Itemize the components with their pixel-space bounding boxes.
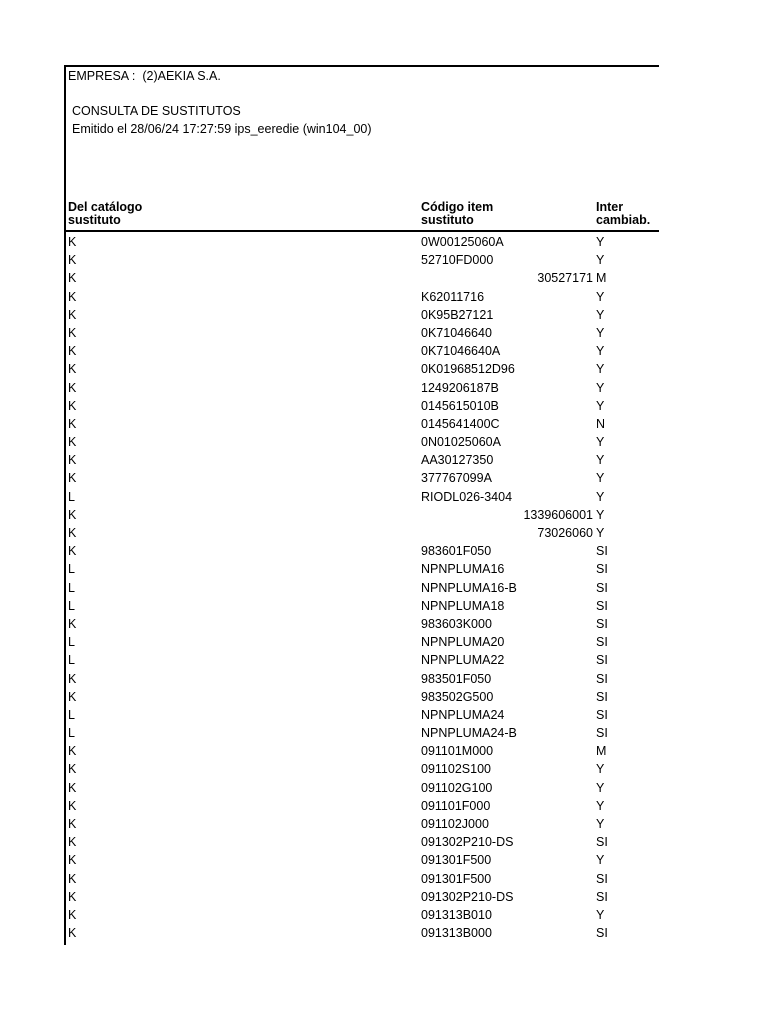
interchangeable-cell: Y bbox=[596, 798, 605, 813]
table-row bbox=[66, 306, 659, 324]
catalog-cell: K bbox=[68, 526, 77, 540]
interchangeable-cell: Y bbox=[596, 526, 605, 540]
table-row bbox=[66, 888, 659, 906]
item-code-cell: 1249206187B bbox=[421, 380, 499, 395]
catalog-cell: L bbox=[68, 653, 75, 668]
table-row bbox=[66, 760, 659, 778]
catalog-cell: K bbox=[68, 380, 77, 395]
item-code-cell: 377767099A bbox=[421, 471, 492, 486]
catalog-cell: L bbox=[68, 726, 75, 741]
catalog-cell: K bbox=[68, 762, 77, 777]
table-row bbox=[66, 670, 659, 688]
interchangeable-cell: SI bbox=[596, 689, 608, 704]
issued-info: Emitido el 28/06/24 17:27:59 ips_eeredie (win104_00) bbox=[72, 122, 372, 136]
item-code-cell: 091102S100 bbox=[421, 762, 491, 777]
table-row bbox=[66, 560, 659, 578]
catalog-cell: K bbox=[68, 926, 77, 941]
item-code-cell: 983501F050 bbox=[421, 671, 492, 686]
item-code-cell: NPNPLUMA16 bbox=[421, 562, 505, 577]
table-row bbox=[66, 924, 659, 942]
catalog-cell: K bbox=[68, 471, 77, 486]
interchangeable-cell: SI bbox=[596, 926, 608, 941]
interchangeable-cell: Y bbox=[596, 817, 605, 831]
table-row bbox=[66, 797, 659, 815]
item-code-cell: NPNPLUMA16-B bbox=[421, 580, 517, 595]
table-row bbox=[66, 870, 659, 888]
table-row bbox=[66, 251, 659, 269]
item-code-cell: 091301F500 bbox=[421, 871, 492, 886]
interchangeable-cell: Y bbox=[596, 853, 605, 868]
item-code-cell: 0K71046640 bbox=[421, 325, 492, 340]
catalog-cell: K bbox=[68, 235, 77, 249]
item-code-cell: 091302P210-DS bbox=[421, 835, 514, 850]
interchangeable-cell: Y bbox=[596, 471, 605, 486]
interchangeable-cell: Y bbox=[596, 235, 605, 249]
catalog-cell: L bbox=[68, 598, 75, 613]
catalog-cell: K bbox=[68, 253, 77, 268]
table-row bbox=[66, 524, 659, 542]
table-row bbox=[66, 415, 659, 433]
table-row bbox=[66, 597, 659, 615]
catalog-cell: K bbox=[68, 853, 77, 868]
item-code-cell: NPNPLUMA24 bbox=[421, 707, 505, 722]
catalog-cell: K bbox=[68, 453, 77, 468]
table-row bbox=[66, 724, 659, 742]
catalog-cell: K bbox=[68, 689, 77, 704]
item-code-cell: 983601F050 bbox=[421, 544, 492, 559]
item-code-cell: 983502G500 bbox=[421, 689, 494, 704]
interchangeable-cell: SI bbox=[596, 544, 608, 559]
table-row bbox=[66, 433, 659, 451]
table-row bbox=[66, 815, 659, 833]
interchangeable-cell: M bbox=[596, 744, 607, 759]
item-code-cell: 091102G100 bbox=[421, 780, 493, 795]
table-row bbox=[66, 488, 659, 506]
item-code-cell: K62011716 bbox=[421, 289, 485, 304]
interchangeable-cell: Y bbox=[596, 344, 605, 359]
column-header-item-code bbox=[421, 201, 493, 227]
catalog-cell: K bbox=[68, 817, 77, 831]
item-code-cell: 091102J000 bbox=[421, 817, 489, 831]
report-title: CONSULTA DE SUSTITUTOS bbox=[72, 104, 241, 118]
column-header-item-code-line2: sustituto bbox=[421, 213, 474, 227]
interchangeable-cell: SI bbox=[596, 835, 608, 850]
catalog-cell: K bbox=[68, 325, 77, 340]
interchangeable-cell: SI bbox=[596, 889, 608, 904]
catalog-cell: L bbox=[68, 635, 75, 650]
item-code-cell: 30527171 bbox=[537, 271, 593, 286]
interchangeable-cell: Y bbox=[596, 507, 605, 522]
item-code-cell: 0K01968512D96 bbox=[421, 362, 515, 377]
table-row bbox=[66, 324, 659, 342]
item-code-cell: 0W00125060A bbox=[421, 235, 504, 249]
catalog-cell: K bbox=[68, 416, 77, 431]
catalog-cell: L bbox=[68, 562, 75, 577]
catalog-cell: K bbox=[68, 780, 77, 795]
interchangeable-cell: Y bbox=[596, 380, 605, 395]
interchangeable-cell: Y bbox=[596, 435, 605, 450]
table-row bbox=[66, 833, 659, 851]
item-code-cell: NPNPLUMA22 bbox=[421, 653, 505, 668]
interchangeable-cell: Y bbox=[596, 453, 605, 468]
item-code-cell: 091302P210-DS bbox=[421, 889, 514, 904]
table-row bbox=[66, 233, 659, 251]
table-row bbox=[66, 615, 659, 633]
catalog-cell: K bbox=[68, 362, 77, 377]
catalog-cell: K bbox=[68, 507, 77, 522]
item-code-cell: RIODL026-3404 bbox=[421, 489, 513, 504]
interchangeable-cell: Y bbox=[596, 307, 605, 322]
table-row bbox=[66, 851, 659, 869]
catalog-cell: K bbox=[68, 871, 77, 886]
catalog-cell: K bbox=[68, 798, 77, 813]
interchangeable-cell: SI bbox=[596, 707, 608, 722]
report-sheet bbox=[64, 65, 659, 945]
interchangeable-cell: Y bbox=[596, 362, 605, 377]
interchangeable-cell: Y bbox=[596, 780, 605, 795]
column-header-interchangeable-line1: Inter bbox=[596, 200, 624, 214]
column-header-interchangeable-line2: cambiab. bbox=[596, 213, 651, 227]
catalog-cell: K bbox=[68, 398, 77, 413]
table-row bbox=[66, 906, 659, 924]
company-label: EMPRESA : (2)AEKIA S.A. bbox=[68, 69, 221, 83]
catalog-cell: K bbox=[68, 671, 77, 686]
table-row bbox=[66, 451, 659, 469]
item-code-cell: 73026060 bbox=[537, 526, 593, 540]
item-code-cell: 091101M000 bbox=[421, 744, 494, 759]
table-row bbox=[66, 342, 659, 360]
column-header-catalog-line2: sustituto bbox=[68, 213, 121, 227]
interchangeable-cell: Y bbox=[596, 398, 605, 413]
item-code-cell: 52710FD000 bbox=[421, 253, 494, 268]
column-header-catalog-line1: Del catálogo bbox=[68, 200, 143, 214]
item-code-cell: AA30127350 bbox=[421, 453, 494, 468]
table-row bbox=[66, 397, 659, 415]
column-header-interchangeable bbox=[596, 201, 650, 227]
interchangeable-cell: Y bbox=[596, 907, 605, 922]
table-row bbox=[66, 688, 659, 706]
catalog-cell: K bbox=[68, 435, 77, 450]
catalog-cell: K bbox=[68, 889, 77, 904]
interchangeable-cell: Y bbox=[596, 762, 605, 777]
item-code-cell: 0K71046640A bbox=[421, 344, 501, 359]
item-code-cell: 091313B010 bbox=[421, 907, 492, 922]
catalog-cell: K bbox=[68, 744, 77, 759]
table-row bbox=[66, 469, 659, 487]
item-code-cell: NPNPLUMA24-B bbox=[421, 726, 517, 741]
item-code-cell: 0145641400C bbox=[421, 416, 500, 431]
column-header-catalog bbox=[68, 201, 142, 227]
interchangeable-cell: SI bbox=[596, 653, 608, 668]
header-divider bbox=[66, 230, 659, 232]
item-code-cell: 091301F500 bbox=[421, 853, 492, 868]
table-row bbox=[66, 506, 659, 524]
interchangeable-cell: M bbox=[596, 271, 607, 286]
item-code-cell: NPNPLUMA20 bbox=[421, 635, 505, 650]
table-row bbox=[66, 288, 659, 306]
interchangeable-cell: SI bbox=[596, 635, 608, 650]
item-code-cell: 1339606001 bbox=[523, 507, 593, 522]
column-header-item-code-line1: Código item bbox=[421, 200, 494, 214]
substitutes-table bbox=[66, 233, 659, 942]
interchangeable-cell: SI bbox=[596, 562, 608, 577]
catalog-cell: K bbox=[68, 271, 77, 286]
interchangeable-cell: SI bbox=[596, 616, 608, 631]
catalog-cell: K bbox=[68, 544, 77, 559]
table-row bbox=[66, 269, 659, 287]
table-row bbox=[66, 542, 659, 560]
catalog-cell: K bbox=[68, 344, 77, 359]
catalog-cell: L bbox=[68, 489, 75, 504]
table-row bbox=[66, 379, 659, 397]
item-code-cell: 091313B000 bbox=[421, 926, 492, 941]
item-code-cell: NPNPLUMA18 bbox=[421, 598, 505, 613]
interchangeable-cell: N bbox=[596, 416, 606, 431]
item-code-cell: 983603K000 bbox=[421, 616, 492, 631]
interchangeable-cell: SI bbox=[596, 671, 608, 686]
table-row bbox=[66, 579, 659, 597]
interchangeable-cell: SI bbox=[596, 726, 608, 741]
interchangeable-cell: Y bbox=[596, 489, 605, 504]
interchangeable-cell: Y bbox=[596, 289, 605, 304]
catalog-cell: K bbox=[68, 907, 77, 922]
interchangeable-cell: Y bbox=[596, 325, 605, 340]
interchangeable-cell: Y bbox=[596, 253, 605, 268]
table-row bbox=[66, 779, 659, 797]
item-code-cell: 0N01025060A bbox=[421, 435, 501, 450]
table-row bbox=[66, 706, 659, 724]
interchangeable-cell: SI bbox=[596, 598, 608, 613]
catalog-cell: K bbox=[68, 835, 77, 850]
table-row bbox=[66, 651, 659, 669]
catalog-cell: K bbox=[68, 289, 77, 304]
interchangeable-cell: SI bbox=[596, 580, 608, 595]
catalog-cell: K bbox=[68, 616, 77, 631]
catalog-cell: K bbox=[68, 307, 77, 322]
item-code-cell: 0K95B27121 bbox=[421, 307, 494, 322]
catalog-cell: L bbox=[68, 707, 75, 722]
item-code-cell: 0145615010B bbox=[421, 398, 499, 413]
interchangeable-cell: SI bbox=[596, 871, 608, 886]
table-row bbox=[66, 742, 659, 760]
catalog-cell: L bbox=[68, 580, 75, 595]
table-row bbox=[66, 633, 659, 651]
item-code-cell: 091101F000 bbox=[421, 798, 491, 813]
table-row bbox=[66, 360, 659, 378]
